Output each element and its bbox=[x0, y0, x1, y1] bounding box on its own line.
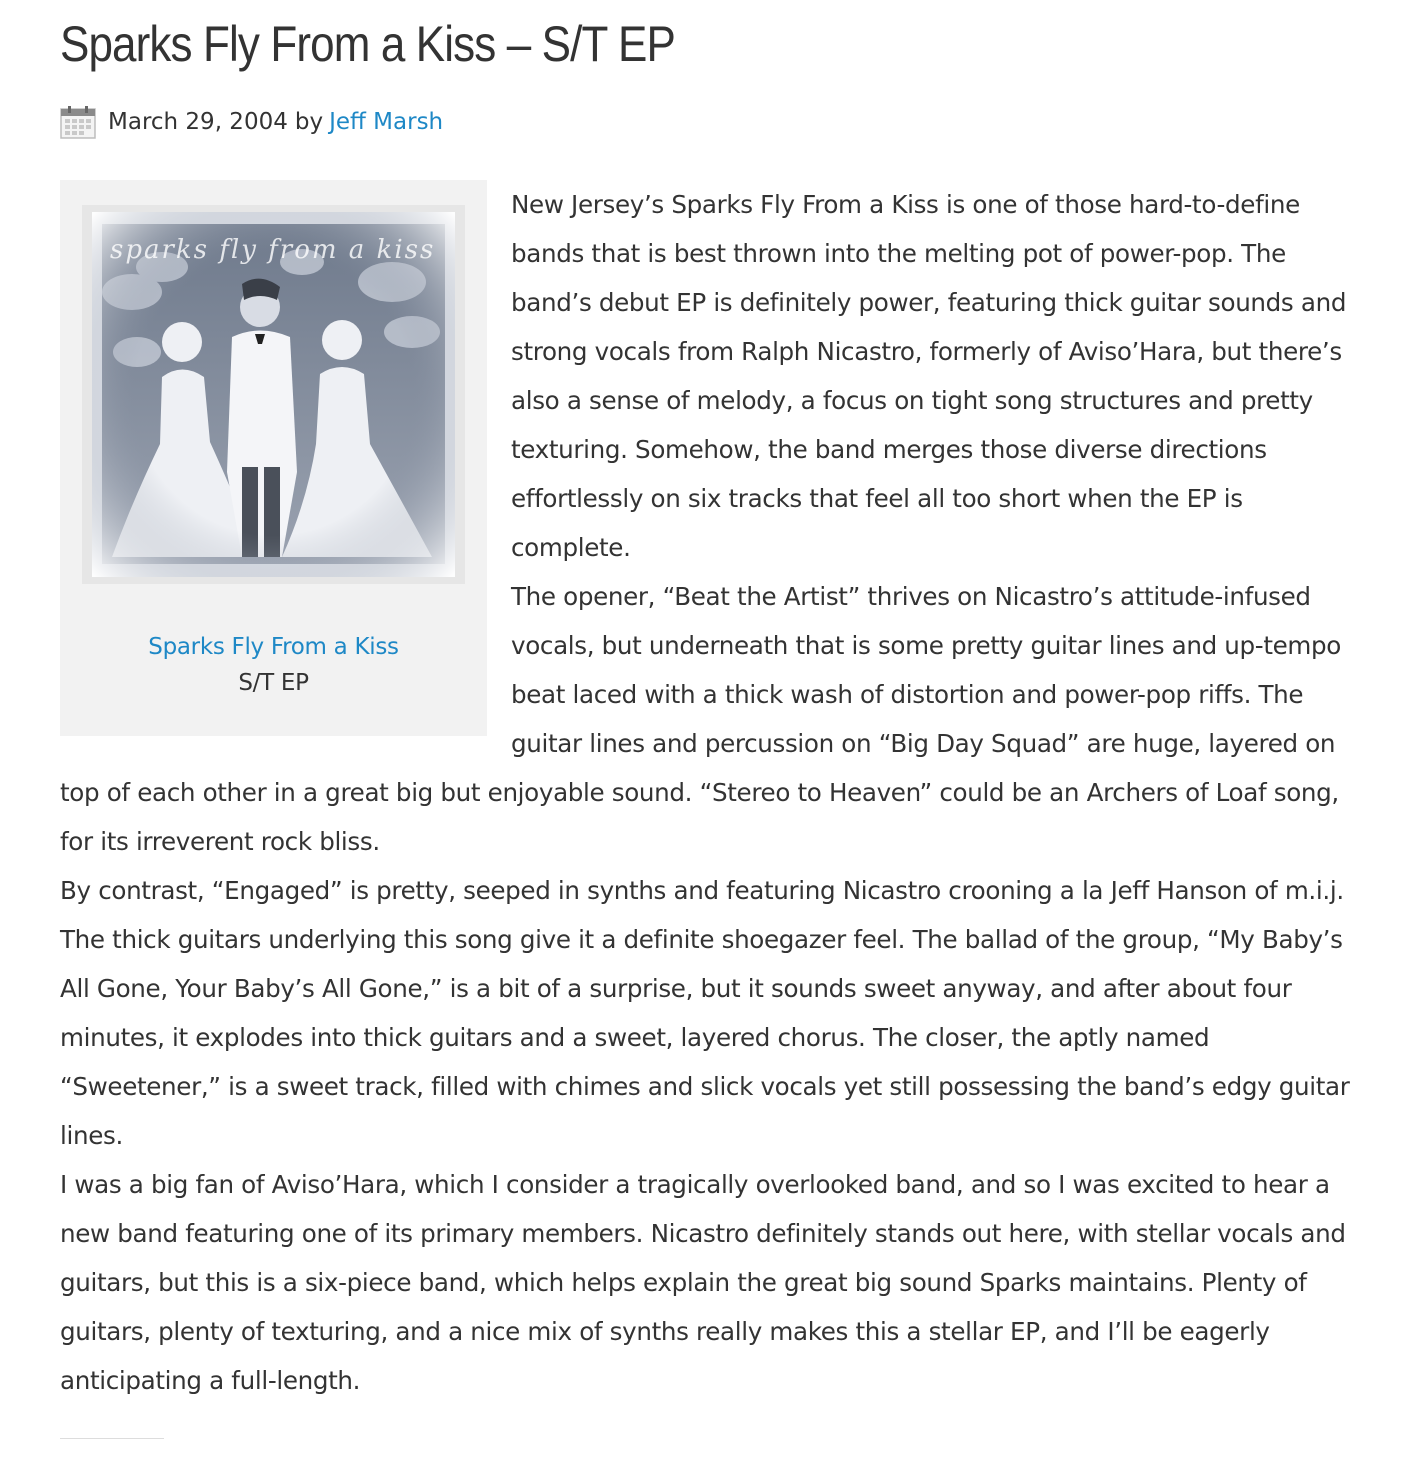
album-cover-image[interactable] bbox=[92, 212, 455, 577]
post-meta bbox=[60, 104, 443, 140]
author-link[interactable]: Jeff Marsh bbox=[329, 109, 444, 135]
post-title: Sparks Fly From a Kiss – S/T EP bbox=[60, 16, 675, 72]
album-figure bbox=[60, 180, 487, 736]
caption-link[interactable]: Sparks Fly From a Kiss bbox=[148, 634, 399, 660]
article bbox=[60, 0, 1362, 1395]
post-content bbox=[60, 180, 1362, 1405]
calendar-icon bbox=[60, 105, 96, 139]
paragraph-4: I was a big fan of Aviso’Hara, which I consider a tragically overlooked band, and so I was excited to hear a new band featuring one of its primary members. Nicastro definitely stands out here, with stellar vocals and guitars, but this is a six-piece band, which helps explain the great big sound Sparks maintains. Plenty of guitars, plenty of texturing, and a nice mix of synths really makes this a stellar EP, and I’ll be eagerly anticipating a full-length. bbox=[60, 1170, 1346, 1395]
paragraph-3: By contrast, “Engaged” is pretty, seeped in synths and featuring Nicastro crooning a la Jeff Hanson of m.i.j. The thick guitars underlying this song give it a definite shoegazer feel. The ballad of the group, “My Baby’s All Gone, Your Baby’s All Gone,” is a bit of a surprise, but it sounds sweet anyway, and after about four minutes, it explodes into thick guitars and a sweet, layered chorus. The closer, the aptly named “Sweetener,” is a sweet track, filled with chimes and slick vocals yet still possessing the band’s edgy guitar lines. bbox=[60, 876, 1350, 1150]
post-date: March 29, 2004 bbox=[108, 109, 288, 135]
album-cover-frame bbox=[82, 205, 465, 584]
figure-caption bbox=[60, 629, 487, 701]
by-label: by bbox=[294, 109, 324, 135]
caption-subtitle: S/T EP bbox=[238, 670, 309, 696]
content-divider bbox=[60, 1438, 164, 1439]
paragraph-2: The opener, “Beat the Artist” thrives on Nicastro’s attitude-infused vocals, but underneath that is some pretty guitar lines and up-tempo beat laced with a thick wash of distortion and power-pop riffs. The guitar lines and percussion on “Big Day Squad” are huge, layered on top of each other in a great big but enjoyable sound. “Stereo to Heaven” could be an Archers of Loaf song, for its irreverent rock bliss. bbox=[60, 582, 1341, 856]
paragraph-1: New Jersey’s Sparks Fly From a Kiss is one of those hard-to-define bands that is best thrown into the melting pot of power-pop. The band’s debut EP is definitely power, featuring thick guitar sounds and strong vocals from Ralph Nicastro, formerly of Aviso’Hara, but there’s also a sense of melody, a focus on tight song structures and pretty texturing. Somehow, the band merges those diverse directions effortlessly on six tracks that feel all too short when the EP is complete. bbox=[511, 190, 1347, 562]
album-cover-title: sparks fly from a kiss bbox=[110, 235, 436, 265]
